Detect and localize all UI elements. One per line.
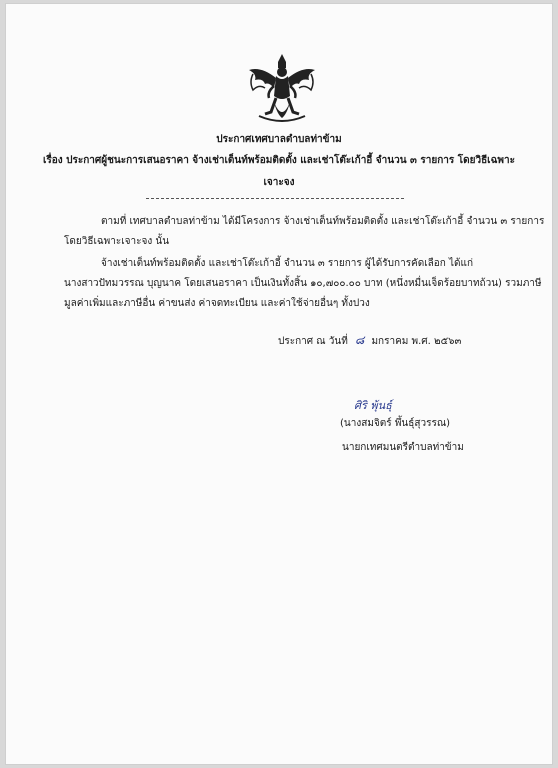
document-title: ประกาศเทศบาลตำบลท่าข้าม [216, 134, 342, 145]
paragraph-1-line-2: โดยวิธีเฉพาะเจาะจง นั้น [64, 236, 170, 247]
subject-line-2: เจาะจง [263, 177, 295, 188]
garuda-emblem-icon [243, 52, 321, 130]
date-day: ๘ [354, 333, 365, 347]
handwritten-signature: ศิริ พุ้นธุ์ [354, 399, 392, 412]
date-prefix: ประกาศ ณ วันที่ [278, 336, 348, 347]
subject-line-1: เรื่อง ประกาศผู้ชนะการเสนอราคา จ้างเช่าเต็นท์พร้อมติดตั้ง และเช่าโต๊ะเก้าอี้ จำนวน ๓ รายการ โดยวิธีเฉพาะ [43, 155, 515, 166]
paragraph-2-line-2: นางสาวปัทมวรรณ บุญนาค โดยเสนอราคา เป็นเงินทั้งสิ้น ๑๐,๗๐๐.๐๐ บาท (หนึ่งหมื่นเจ็ดร้อยบาทถ้วน) รวมภาษี [64, 278, 542, 289]
document-page [6, 4, 552, 764]
announcement-date [278, 331, 461, 350]
signatory-name: (นางสมจิตร์ พึ้นธุ์สุวรรณ) [340, 418, 451, 429]
divider-line [146, 198, 404, 199]
signatory-position: นายกเทศมนตรีตำบลท่าข้าม [342, 442, 464, 453]
paragraph-2-line-1: จ้างเช่าเต็นท์พร้อมติดตั้ง และเช่าโต๊ะเก้าอี้ จำนวน ๓ รายการ ผู้ได้รับการคัดเลือก ได้แก่ [101, 258, 474, 269]
paragraph-2-line-3: มูลค่าเพิ่มและภาษีอื่น ค่าขนส่ง ค่าจดทะเบียน และค่าใช้จ่ายอื่นๆ ทั้งปวง [64, 298, 370, 309]
date-rest: มกราคม พ.ศ. ๒๕๖๓ [371, 336, 462, 347]
paragraph-1-line-1: ตามที่ เทศบาลตำบลท่าข้าม ได้มีโครงการ จ้างเช่าเต็นท์พร้อมติดตั้ง และเช่าโต๊ะเก้าอี้ จำนวน ๓ รายการ [101, 216, 545, 227]
